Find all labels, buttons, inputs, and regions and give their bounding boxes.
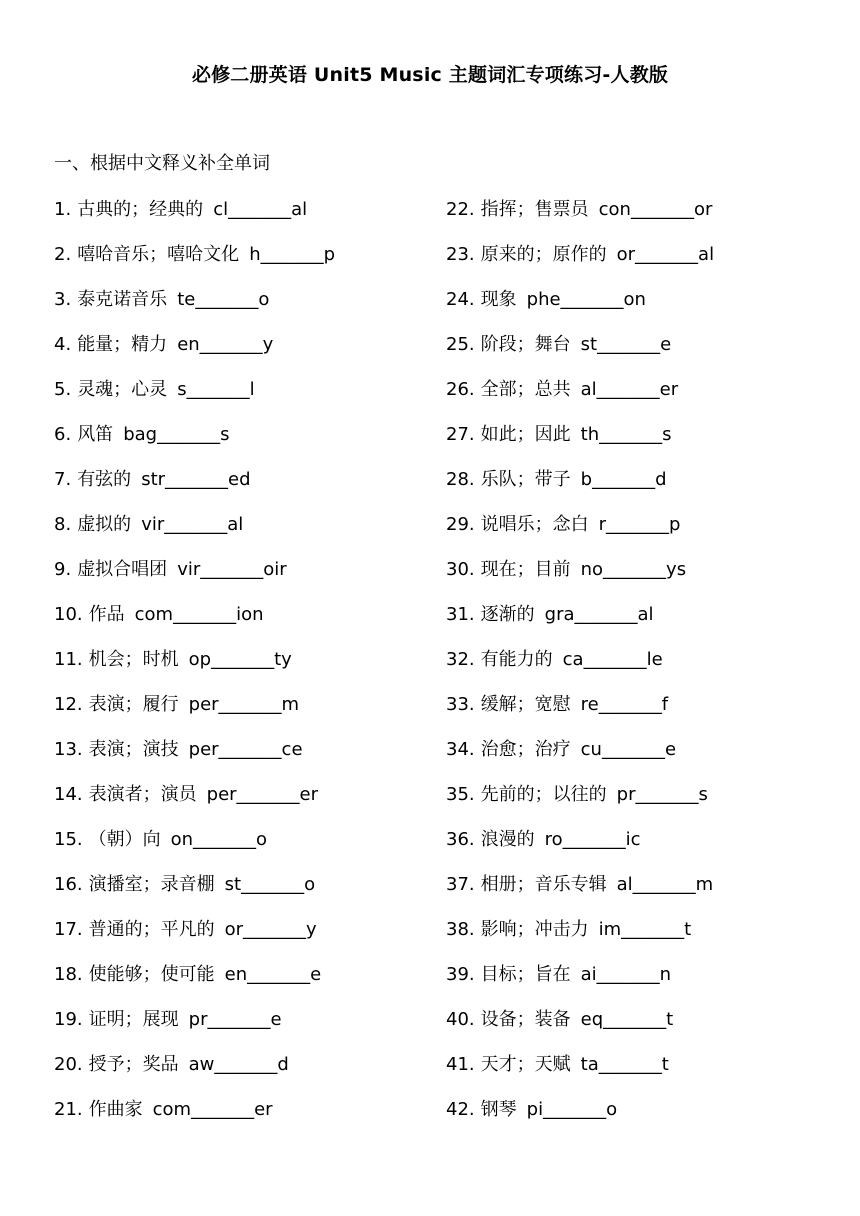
section-heading: 一、根据中文释义补全单词 — [54, 153, 270, 174]
item-number: 33. — [446, 694, 475, 715]
item-number: 32. — [446, 649, 475, 670]
word-blank: per_______er — [206, 784, 319, 805]
chinese-meaning: 表演者；演员 — [88, 784, 197, 805]
item-number: 22. — [446, 199, 475, 220]
chinese-meaning: 缓解；宽慰 — [480, 694, 571, 715]
word-blank: cl_______al — [213, 199, 308, 220]
item-number: 19. — [54, 1009, 83, 1030]
word-blank: com_______er — [152, 1099, 273, 1120]
vocab-item — [446, 736, 836, 781]
vocab-item — [446, 511, 836, 556]
word-blank: en_______y — [177, 334, 274, 355]
word-blank: bag_______s — [123, 424, 230, 445]
vocab-item — [446, 421, 836, 466]
item-number: 8. — [54, 514, 72, 535]
vocab-item — [54, 691, 444, 736]
vocab-item — [446, 376, 836, 421]
word-blank: vir_______oir — [177, 559, 287, 580]
chinese-meaning: 机会；时机 — [88, 649, 179, 670]
item-number: 10. — [54, 604, 83, 625]
chinese-meaning: 普通的；平凡的 — [88, 919, 215, 940]
word-blank: en_______e — [224, 964, 322, 985]
left-column — [54, 196, 444, 1141]
item-number: 13. — [54, 739, 83, 760]
vocab-item — [446, 196, 836, 241]
vocab-item — [446, 781, 836, 826]
word-blank: vir_______al — [141, 514, 244, 535]
word-blank: st_______e — [580, 334, 672, 355]
chinese-meaning: 演播室；录音棚 — [88, 874, 215, 895]
chinese-meaning: 能量；精力 — [77, 334, 168, 355]
item-number: 2. — [54, 244, 72, 265]
vocab-item — [54, 1096, 444, 1141]
chinese-meaning: 如此；因此 — [480, 424, 571, 445]
word-blank: s_______l — [177, 379, 255, 400]
vocab-item — [54, 466, 444, 511]
vocab-item — [446, 241, 836, 286]
item-number: 12. — [54, 694, 83, 715]
chinese-meaning: 现象 — [480, 289, 517, 310]
item-number: 4. — [54, 334, 72, 355]
item-number: 40. — [446, 1009, 475, 1030]
vocab-item — [54, 241, 444, 286]
word-blank: or_______al — [616, 244, 715, 265]
vocab-item — [446, 916, 836, 961]
word-blank: pr_______e — [188, 1009, 282, 1030]
chinese-meaning: 天才；天赋 — [480, 1054, 571, 1075]
word-blank: aw_______d — [188, 1054, 289, 1075]
vocab-item — [54, 871, 444, 916]
word-blank: ai_______n — [580, 964, 672, 985]
word-blank: ta_______t — [580, 1054, 669, 1075]
word-blank: al_______m — [616, 874, 714, 895]
chinese-meaning: 阶段；舞台 — [480, 334, 571, 355]
vocab-item — [446, 646, 836, 691]
vocab-item — [446, 871, 836, 916]
chinese-meaning: 有弦的 — [77, 469, 132, 490]
item-number: 28. — [446, 469, 475, 490]
vocab-item — [54, 781, 444, 826]
item-number: 23. — [446, 244, 475, 265]
vocab-item — [446, 691, 836, 736]
word-blank: on_______o — [170, 829, 268, 850]
chinese-meaning: 说唱乐；念白 — [480, 514, 589, 535]
chinese-meaning: 有能力的 — [480, 649, 553, 670]
chinese-meaning: 证明；展现 — [88, 1009, 179, 1030]
item-number: 5. — [54, 379, 72, 400]
vocab-item — [54, 421, 444, 466]
word-blank: ro_______ic — [544, 829, 641, 850]
vocab-item — [54, 286, 444, 331]
word-blank: h_______p — [249, 244, 336, 265]
word-blank: no_______ys — [580, 559, 687, 580]
item-number: 30. — [446, 559, 475, 580]
vocab-item — [446, 1051, 836, 1096]
item-number: 41. — [446, 1054, 475, 1075]
chinese-meaning: 古典的；经典的 — [77, 199, 204, 220]
vocab-item — [54, 736, 444, 781]
item-number: 17. — [54, 919, 83, 940]
item-number: 11. — [54, 649, 83, 670]
item-number: 42. — [446, 1099, 475, 1120]
word-blank: ca_______le — [562, 649, 663, 670]
chinese-meaning: 使能够；使可能 — [88, 964, 215, 985]
item-number: 18. — [54, 964, 83, 985]
chinese-meaning: 嘻哈音乐；嘻哈文化 — [77, 244, 240, 265]
word-blank: op_______ty — [188, 649, 292, 670]
chinese-meaning: 治愈；治疗 — [480, 739, 571, 760]
item-number: 25. — [446, 334, 475, 355]
chinese-meaning: （朝）向 — [88, 829, 161, 850]
chinese-meaning: 钢琴 — [480, 1099, 517, 1120]
item-number: 29. — [446, 514, 475, 535]
chinese-meaning: 设备；装备 — [480, 1009, 571, 1030]
vocab-item — [446, 826, 836, 871]
vocab-item — [54, 1006, 444, 1051]
item-number: 1. — [54, 199, 72, 220]
chinese-meaning: 作曲家 — [88, 1099, 143, 1120]
word-blank: st_______o — [224, 874, 316, 895]
chinese-meaning: 表演；履行 — [88, 694, 179, 715]
item-number: 20. — [54, 1054, 83, 1075]
chinese-meaning: 风笛 — [77, 424, 114, 445]
chinese-meaning: 相册；音乐专辑 — [480, 874, 607, 895]
chinese-meaning: 授予；奖品 — [88, 1054, 179, 1075]
item-number: 35. — [446, 784, 475, 805]
item-number: 16. — [54, 874, 83, 895]
item-number: 37. — [446, 874, 475, 895]
vocab-item — [446, 601, 836, 646]
item-number: 15. — [54, 829, 83, 850]
word-blank: gra_______al — [544, 604, 654, 625]
word-blank: th_______s — [580, 424, 672, 445]
item-number: 24. — [446, 289, 475, 310]
chinese-meaning: 现在；目前 — [480, 559, 571, 580]
word-blank: con_______or — [598, 199, 713, 220]
vocab-item — [446, 466, 836, 511]
vocab-item — [54, 376, 444, 421]
vocab-item — [54, 511, 444, 556]
vocab-item — [446, 556, 836, 601]
word-blank: im_______t — [598, 919, 692, 940]
chinese-meaning: 先前的；以往的 — [480, 784, 607, 805]
item-number: 3. — [54, 289, 72, 310]
vocab-item — [54, 556, 444, 601]
page-title: 必修二册英语 Unit5 Music 主题词汇专项练习-人教版 — [191, 64, 669, 86]
item-number: 7. — [54, 469, 72, 490]
word-blank: b_______d — [580, 469, 667, 490]
chinese-meaning: 浪漫的 — [480, 829, 535, 850]
chinese-meaning: 表演；演技 — [88, 739, 179, 760]
word-blank: pi_______o — [526, 1099, 618, 1120]
word-blank: pr_______s — [616, 784, 708, 805]
item-number: 14. — [54, 784, 83, 805]
chinese-meaning: 泰克诺音乐 — [77, 289, 168, 310]
vocab-item — [446, 1096, 836, 1141]
chinese-meaning: 虚拟合唱团 — [77, 559, 168, 580]
vocab-item — [446, 1006, 836, 1051]
word-blank: te_______o — [177, 289, 270, 310]
item-number: 34. — [446, 739, 475, 760]
vocab-item — [54, 1051, 444, 1096]
word-blank: eq_______t — [580, 1009, 674, 1030]
item-number: 36. — [446, 829, 475, 850]
chinese-meaning: 作品 — [88, 604, 125, 625]
item-number: 31. — [446, 604, 475, 625]
word-blank: cu_______e — [580, 739, 677, 760]
vocab-item — [446, 961, 836, 1006]
vocab-item — [54, 646, 444, 691]
vocab-item — [54, 916, 444, 961]
vocab-item — [446, 286, 836, 331]
vocab-item — [54, 331, 444, 376]
vocab-item — [54, 601, 444, 646]
word-blank: str_______ed — [141, 469, 251, 490]
word-blank: al_______er — [580, 379, 679, 400]
chinese-meaning: 逐渐的 — [480, 604, 535, 625]
chinese-meaning: 灵魂；心灵 — [77, 379, 168, 400]
item-number: 9. — [54, 559, 72, 580]
vocab-item — [446, 331, 836, 376]
item-number: 38. — [446, 919, 475, 940]
item-number: 6. — [54, 424, 72, 445]
word-blank: or_______y — [224, 919, 317, 940]
vocab-item — [54, 196, 444, 241]
vocab-item — [54, 826, 444, 871]
word-blank: com_______ion — [134, 604, 264, 625]
item-number: 21. — [54, 1099, 83, 1120]
item-number: 39. — [446, 964, 475, 985]
item-number: 27. — [446, 424, 475, 445]
word-blank: per_______ce — [188, 739, 303, 760]
vocab-item — [54, 961, 444, 1006]
word-blank: phe_______on — [526, 289, 646, 310]
right-column — [446, 196, 836, 1141]
word-blank: re_______f — [580, 694, 669, 715]
chinese-meaning: 乐队；带子 — [480, 469, 571, 490]
chinese-meaning: 虚拟的 — [77, 514, 132, 535]
word-blank: per_______m — [188, 694, 300, 715]
chinese-meaning: 影响；冲击力 — [480, 919, 589, 940]
chinese-meaning: 目标；旨在 — [480, 964, 571, 985]
word-blank: r_______p — [598, 514, 681, 535]
chinese-meaning: 原来的；原作的 — [480, 244, 607, 265]
chinese-meaning: 全部；总共 — [480, 379, 571, 400]
chinese-meaning: 指挥；售票员 — [480, 199, 589, 220]
item-number: 26. — [446, 379, 475, 400]
